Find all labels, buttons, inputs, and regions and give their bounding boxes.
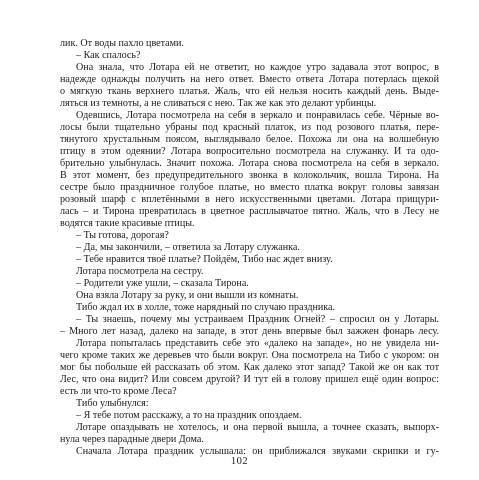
text-line: есть ли что-то кроме Леса? <box>60 386 177 397</box>
text-line: – Тебе нравится твоё платье? Пойдём, Тибо нас ждет внизу. <box>76 254 333 265</box>
text-line: сестре было праздничное голубое платье, но вместо платка вокруг головы завязан <box>60 182 439 193</box>
text-line: – Родители уже ушли, – сказала Тирона. <box>76 278 249 289</box>
text-line: – Ты готова, дорогая? <box>76 230 169 241</box>
text-line: тянутого хрустальным поясом, выглядывало белое. Похожа ли она на волшебную <box>60 134 439 145</box>
text-line: Она знала, что Лотара ей не ответит, но каждое утро задавала этот вопрос, в <box>76 62 439 73</box>
text-line: Тибо ждал их в холле, тоже нарядный по случаю праздника. <box>76 302 336 313</box>
text-line: Сначала Лотара праздник услышала: он приближался звуками скрипки и гу- <box>76 446 439 457</box>
page-number: 102 <box>230 456 249 467</box>
text-line: ляться из темноты, а не сливаться с нею. Так же как это делают урбинцы. <box>60 98 377 109</box>
text-line: Она взяла Лотару за руку, и они вышли из комнаты. <box>76 290 299 301</box>
text-line: чего кроме таких же деревьев что были вокруг. Она посмотрела на Тибо с укором: он <box>60 350 439 361</box>
text-line: Лотара попыталась представить себе это «далеко на западе», но не увидела ни- <box>76 338 439 349</box>
text-line: водятся такие красивые птицы. <box>60 218 195 229</box>
text-line: лик. От воды пахло цветами. <box>60 38 184 49</box>
text-line: – Много лет назад, далеко на западе, в этот день впервые был зажжен фонарь лесу. <box>60 326 439 337</box>
body-text <box>60 38 439 458</box>
text-line: Лес, что она видит? Или совсем другой? И тут ей в голову пришел ещё один вопрос: <box>60 374 439 385</box>
text-line: розовый шарф с вплетёнными в него искусственными цветами. Лотара прищури- <box>60 194 439 205</box>
text-line: – Да, мы закончили, – ответила за Лотару служанка. <box>76 242 300 253</box>
text-line: – Как спалось? <box>76 50 141 61</box>
text-line: Лотаре опаздывать не хотелось, и она первой вышла, а точнее сказать, выпорх- <box>76 422 439 433</box>
text-line: лась – и Тирона превратилась в цветное расплывчатое пятно. Жаль, что в Лесу не <box>60 206 439 217</box>
text-line: Лотара посмотрела на сестру. <box>76 266 204 277</box>
text-line: мог бы побольше ей рассказать об этом. Как далеко этот запад? Такой же он как тот <box>60 362 439 373</box>
text-line: брительно улыбнулась. Значит похожа. Лотара снова посмотрела на себя в зеркало. <box>60 158 439 169</box>
text-line: о мягкую ткань верхнего платья. Жаль, что ей нельзя носить каждый день. Выде- <box>60 86 439 97</box>
text-line: – Я тебе потом расскажу, а то на праздник опоздаем. <box>76 410 302 421</box>
text-line: птицу в этом одеянии? Лотара вопросительно посмотрела на служанку. И та одо- <box>60 146 439 157</box>
text-line: надежде однажды получить на него ответ. Вместо ответа Лотара потерлась щекой <box>60 74 439 85</box>
text-line: В этот момент, без предупредительного звонка в колокольчик, вошла Тирона. На <box>60 170 439 181</box>
text-line: нула через парадные двери Дома. <box>60 434 204 445</box>
text-line: – Ты знаешь, почему мы устраиваем Праздник Огней? – спросил он у Лотары. <box>76 314 439 325</box>
text-line: лосы были тщательно убраны под красный платок, из под розового платья, пере- <box>60 122 439 133</box>
text-line: Одевшись, Лотара посмотрела на себя в зеркало и понравилась себе. Чёрные во- <box>76 110 439 121</box>
text-line: Тибо улыбнулся: <box>76 398 149 409</box>
